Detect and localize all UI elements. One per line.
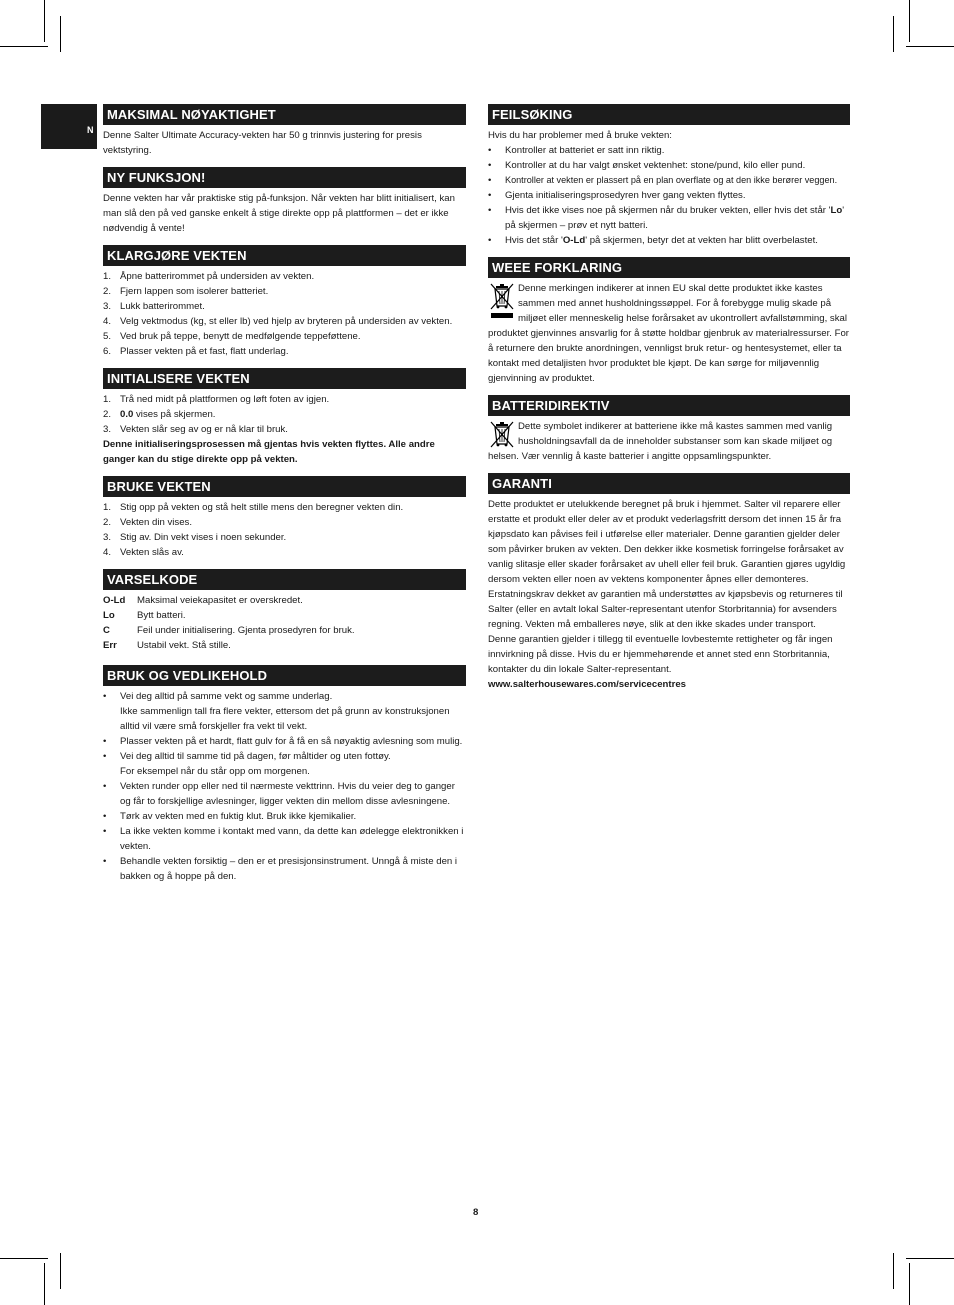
- item-number: 1.: [103, 502, 112, 513]
- section-title: MAKSIMAL NØYAKTIGHET: [103, 104, 466, 125]
- item-number: 4.: [103, 316, 112, 327]
- bullet: •: [488, 235, 492, 246]
- section-klargjore: [103, 245, 466, 359]
- section-body: Denne vekten har vår praktiske stig på-funksjon. Når vekten har blitt initialisert, kan man slå den på ved ganske enkelt å stige direkte opp på plattformen – det er ikke nødvendig å vente!: [103, 193, 455, 234]
- error-code: O-Ld: [103, 595, 126, 606]
- section-body: Dette produktet er utelukkende beregnet på bruk i hjemmet. Salter vil reparere eller erstatte et produkt eller deler av et produkt vederlagsfritt dersom det innen 15 år fra kjøpsdato kan påvises feil i utførelse eller materialer. Denne garantien gjelder deler som påvirker bruken av vekten. Den dekker ikke kosmetisk forringelse forårsaket av vanlig slitasje eller skader forårsaket av uhell eller feil bruk. Garantien gjøres ugyldig dersom vekten eller noen av vektens komponenter åpnes eller demonteres. Erstatningskrav dekket av garantien må understøttes av kjøpsbevis og returneres til Salter (eller en avtalt lokal Salter-representant utenfor Storbritannia) for avsenders regning. Vekten må emballeres nøye, slik at den ikke skades under transport.: [488, 499, 846, 630]
- list-item: [103, 392, 466, 407]
- item-text: Kontroller at batteriet er satt inn riktig.: [505, 145, 665, 156]
- code-row: [103, 638, 466, 653]
- item-text: Åpne batterirommet på undersiden av vekten.: [120, 271, 315, 282]
- crossed-bin-icon: [488, 281, 516, 321]
- page-number: 8: [473, 1207, 479, 1218]
- bullet: •: [488, 190, 492, 201]
- section-title: BRUK OG VEDLIKEHOLD: [103, 665, 466, 686]
- list-item: [103, 545, 466, 560]
- crop-mark: [893, 1253, 894, 1289]
- list-item: [103, 344, 466, 359]
- section-body-wrap: [488, 281, 850, 386]
- error-code: Lo: [830, 205, 843, 216]
- item-number: 1.: [103, 271, 112, 282]
- crop-mark: [44, 0, 45, 42]
- section-title: INITIALISERE VEKTEN: [103, 368, 466, 389]
- list-item: [103, 407, 466, 422]
- crop-mark: [0, 46, 48, 47]
- init-note: Denne initialiseringsprosessen må gjentas hvis vekten flyttes. Alle andre ganger kan du stige direkte opp på vekten.: [103, 439, 435, 465]
- code-table: [103, 593, 466, 653]
- list-item: [103, 689, 466, 734]
- item-text: Kontroller at du har valgt ønsket vektenhet: stone/pund, kilo eller pund.: [505, 160, 806, 171]
- code-row: [103, 593, 466, 608]
- item-text-pre: Hvis det ikke vises noe på skjermen når du bruker vekten, eller hvis det står ': [505, 205, 831, 216]
- error-description: Bytt batteri.: [137, 610, 186, 621]
- section-bruke: [103, 476, 466, 560]
- section-initialisere: [103, 368, 466, 467]
- crop-mark: [906, 1258, 954, 1259]
- crop-mark: [906, 46, 954, 47]
- display-reading: 0.0: [120, 409, 134, 420]
- item-number: 1.: [103, 394, 112, 405]
- section-title: GARANTI: [488, 473, 850, 494]
- numbered-list: [103, 392, 466, 437]
- list-item: [103, 329, 466, 344]
- bullet: •: [103, 781, 107, 792]
- list-item: [103, 422, 466, 437]
- list-item: [103, 314, 466, 329]
- bullet: •: [488, 145, 492, 156]
- section-title: WEEE FORKLARING: [488, 257, 850, 278]
- section-weee: [488, 257, 850, 386]
- language-tab-label: N: [87, 125, 94, 135]
- item-text: La ikke vekten komme i kontakt med vann, da dette kan ødelegge elektronikken i vekten.: [120, 826, 464, 852]
- crop-mark: [893, 16, 894, 52]
- list-item: [103, 854, 466, 884]
- section-garanti: [488, 473, 850, 692]
- list-item: [103, 530, 466, 545]
- crop-mark: [909, 1263, 910, 1305]
- list-item: [488, 188, 850, 203]
- section-ny-funksjon: [103, 167, 466, 236]
- section-title: FEILSØKING: [488, 104, 850, 125]
- list-item: [103, 299, 466, 314]
- item-text: Fjern lappen som isolerer batteriet.: [120, 286, 269, 297]
- bullet: •: [103, 751, 107, 762]
- bullet: •: [488, 205, 492, 216]
- section-body: Denne merkingen indikerer at innen EU skal dette produktet ikke kastes sammen med annet husholdningssøppel. For å forebygge mulig skade på miljøet eller menneskelig helse forårsaket av ukontrollert avfallstømming, skal produktet gjenvinnes ansvarlig for å støtte holdbar gjenbruk av materialressurser. For å returnere den brukte anordningen, vennligst bruk retur- og hentesystemet, eller ta kontakt med detaljisten hvor produktet ble kjøpt. De kan sørge for miljøvennlig gjenvinning av produktet.: [488, 283, 850, 384]
- right-column: [488, 104, 850, 692]
- section-maksimal: [103, 104, 466, 158]
- item-text: Stig opp på vekten og stå helt stille mens den beregner vekten din.: [120, 502, 404, 513]
- item-number: 4.: [103, 547, 112, 558]
- language-tab: [41, 104, 97, 149]
- item-number: 2.: [103, 517, 112, 528]
- item-text: Vekten din vises.: [120, 517, 192, 528]
- item-number: 3.: [103, 424, 112, 435]
- code-row: [103, 623, 466, 638]
- item-text-post: ' på skjermen – prøv et nytt batteri.: [505, 205, 845, 231]
- left-column: [103, 104, 466, 884]
- list-item: [103, 284, 466, 299]
- bullet: •: [103, 691, 107, 702]
- crop-mark: [44, 1263, 45, 1305]
- item-number: 5.: [103, 331, 112, 342]
- list-item: [103, 809, 466, 824]
- crop-mark: [60, 16, 61, 52]
- item-text: [505, 233, 818, 248]
- item-text: Stig av. Din vekt vises i noen sekunder.: [120, 532, 287, 543]
- list-item: [103, 515, 466, 530]
- item-text: Vekten slår seg av og er nå klar til bruk.: [120, 424, 288, 435]
- section-body: Denne Salter Ultimate Accuracy-vekten har 50 g trinnvis justering for presis vektstyring.: [103, 130, 422, 156]
- numbered-list: [103, 269, 466, 359]
- list-item: [488, 203, 850, 233]
- section-batteri: [488, 395, 850, 464]
- section-body: Denne garantien gjelder i tillegg til eventuelle lovbestemte rettigheter og får ingen innvirkning på disse. Hvis du er hjemmehørende et annet sted enn Storbritannia, kontakter du din lokale Salter-representant.: [488, 634, 833, 675]
- error-description: Feil under initialisering. Gjenta prosedyren for bruk.: [137, 625, 355, 636]
- item-text: Ved bruk på teppe, benytt de medfølgende teppeføttene.: [120, 331, 361, 342]
- item-text: Plasser vekten på et fast, flatt underlag.: [120, 346, 289, 357]
- bullet: •: [103, 826, 107, 837]
- bullet-list: [488, 143, 850, 248]
- item-text-rest: vises på skjermen.: [133, 409, 216, 420]
- crossed-bin-icon: [488, 419, 516, 449]
- item-text: Vei deg alltid på samme vekt og samme underlag. Ikke sammenlign tall fra flere vekter, ettersom det på grunn av konstruksjonen alltid vil være små forskjeller fra vekt til vekt.: [120, 691, 450, 732]
- bullet: •: [103, 736, 107, 747]
- bullet: •: [488, 160, 492, 171]
- section-title: BATTERIDIREKTIV: [488, 395, 850, 416]
- item-text: Velg vektmodus (kg, st eller lb) ved hjelp av bryteren på undersiden av vekten.: [120, 316, 453, 327]
- item-text: [120, 407, 215, 422]
- section-title: NY FUNKSJON!: [103, 167, 466, 188]
- section-intro: Hvis du har problemer med å bruke vekten:: [488, 130, 672, 141]
- item-text: Plasser vekten på et hardt, flatt gulv for å få en så nøyaktig avlesning som mulig.: [120, 736, 463, 747]
- item-text: [505, 203, 850, 233]
- item-number: 6.: [103, 346, 112, 357]
- item-text: Trå ned midt på plattformen og løft foten av igjen.: [120, 394, 330, 405]
- item-number: 3.: [103, 301, 112, 312]
- item-text-post: ' på skjermen, betyr det at vekten har blitt overbelastet.: [585, 235, 818, 246]
- list-item: [103, 734, 466, 749]
- list-item: [488, 158, 850, 173]
- crop-mark: [60, 1253, 61, 1289]
- section-varselkode: [103, 569, 466, 653]
- list-item: [488, 233, 850, 248]
- list-item: [103, 500, 466, 515]
- section-title: KLARGJØRE VEKTEN: [103, 245, 466, 266]
- list-item: [103, 824, 466, 854]
- section-title: BRUKE VEKTEN: [103, 476, 466, 497]
- item-text: Lukk batterirommet.: [120, 301, 205, 312]
- error-code: Err: [103, 640, 117, 651]
- bullet: •: [103, 856, 107, 867]
- item-text: Kontroller at vekten er plassert på en plan overflate og at den ikke berører veggen.: [505, 175, 838, 185]
- crop-mark: [0, 1258, 48, 1259]
- list-item: [103, 779, 466, 809]
- section-body-wrap: [488, 419, 850, 464]
- error-code: Lo: [103, 610, 115, 621]
- section-body: Dette symbolet indikerer at batteriene ikke må kastes sammen med vanlig husholdningsavfall da de inneholder substanser som kan skade miljøet og helsen. Vær vennlig å kaste batterier i angitte oppsamlingspunkter.: [488, 421, 833, 462]
- item-text: Vei deg alltid til samme tid på dagen, før måltider og uten fottøy. For eksempel når du står opp om morgenen.: [120, 751, 391, 777]
- error-description: Ustabil vekt. Stå stille.: [137, 640, 231, 651]
- bullet: •: [488, 175, 492, 186]
- numbered-list: [103, 500, 466, 560]
- item-text-pre: Hvis det står ': [505, 235, 563, 246]
- section-feilsoking: [488, 104, 850, 248]
- error-code: O-Ld: [562, 235, 586, 246]
- item-number: 2.: [103, 286, 112, 297]
- list-item: [488, 173, 850, 188]
- section-title: VARSELKODE: [103, 569, 466, 590]
- list-item: [103, 269, 466, 284]
- list-item: [103, 749, 466, 779]
- crop-mark: [909, 0, 910, 42]
- bullet-list: [103, 689, 466, 884]
- item-text: Gjenta initialiseringsprosedyren hver gang vekten flyttes.: [505, 190, 746, 201]
- item-text: Tørk av vekten med en fuktig klut. Bruk ikke kjemikalier.: [120, 811, 357, 822]
- service-url-link[interactable]: www.salterhousewares.com/servicecentres: [488, 679, 687, 690]
- item-text: Behandle vekten forsiktig – den er et presisjonsinstrument. Unngå å miste den i bakken og å hoppe på den.: [120, 856, 458, 882]
- bullet: •: [103, 811, 107, 822]
- error-description: Maksimal veiekapasitet er overskredet.: [137, 595, 303, 606]
- section-bruk-vedlikehold: [103, 665, 466, 884]
- error-code: C: [103, 625, 110, 636]
- code-row: [103, 608, 466, 623]
- item-number: 2.: [103, 409, 112, 420]
- list-item: [488, 143, 850, 158]
- item-text: Vekten runder opp eller ned til nærmeste vekttrinn. Hvis du veier deg to ganger og får to forskjellige avlesninger, ligger vekten din mellom disse avlesningene.: [120, 781, 455, 807]
- item-number: 3.: [103, 532, 112, 543]
- item-text: Vekten slås av.: [120, 547, 184, 558]
